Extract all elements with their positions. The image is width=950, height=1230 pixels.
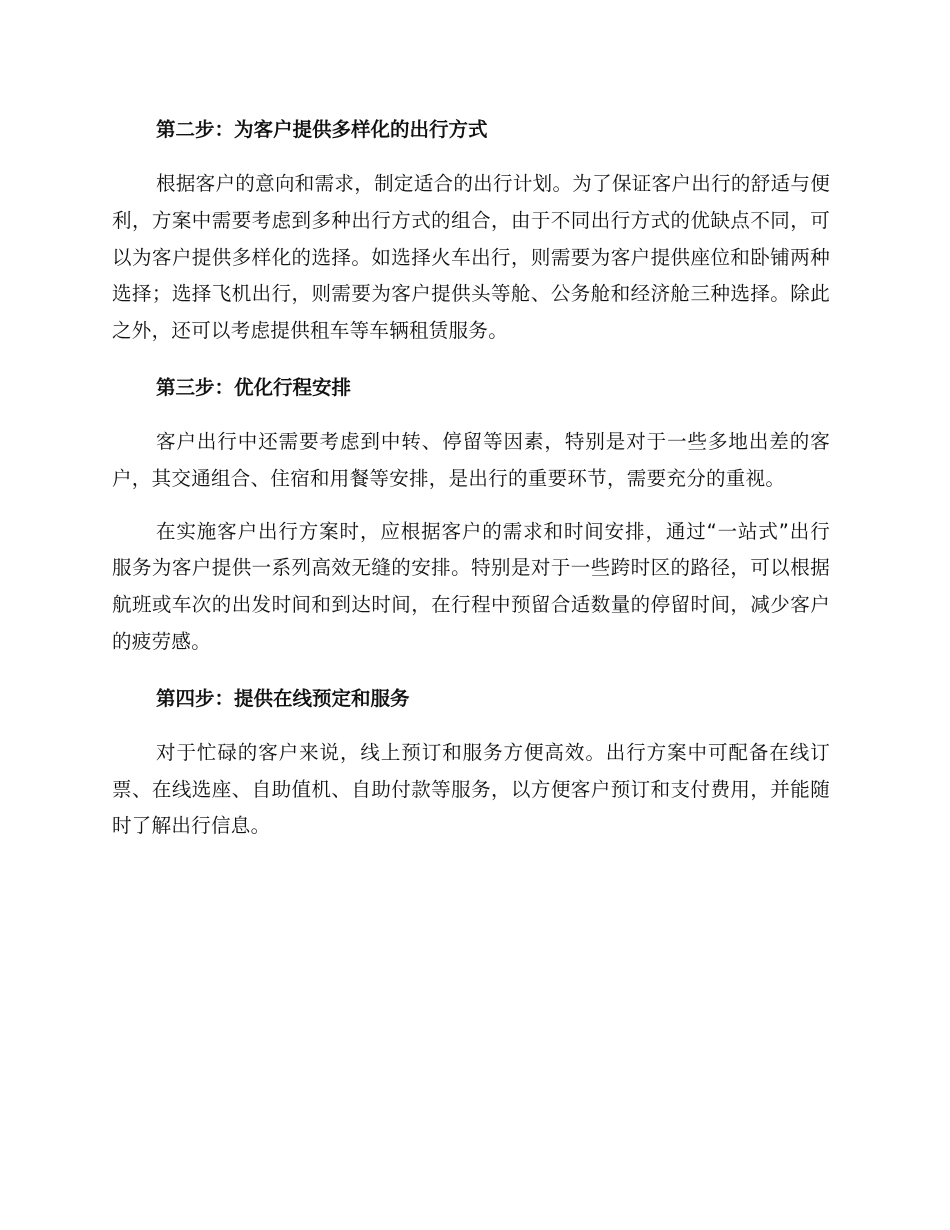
section-step-four	[112, 677, 830, 845]
body-paragraph: 在实施客户出行方案时，应根据客户的需求和时间安排，通过“一站式”出行服务为客户提供一系列高效无缝的安排。特别是对于一些跨时区的路径，可以根据航班或车次的出发时间和到达时间，在行程中预留合适数量的停留时间，减少客户的疲劳感。	[112, 519, 830, 653]
section-heading: 第三步：优化行程安排	[156, 375, 352, 399]
body-paragraph: 根据客户的意向和需求，制定适合的出行计划。为了保证客户出行的舒适与便利，方案中需要考虑到多种出行方式的组合，由于不同出行方式的优缺点不同，可以为客户提供多样化的选择。如选择火车出行，则需要为客户提供座位和卧铺两种选择；选择飞机出行，则需要为客户提供头等舱、公务舱和经济舱三种选择。除此之外，还可以考虑提供租车等车辆租赁服务。	[112, 172, 830, 343]
body-paragraph: 对于忙碌的客户来说，线上预订和服务方便高效。出行方案中可配备在线订票、在线选座、自助值机、自助付款等服务，以方便客户预订和支付费用，并能随时了解出行信息。	[112, 740, 830, 838]
section-heading: 第二步：为客户提供多样化的出行方式	[156, 118, 488, 141]
document-page	[112, 108, 830, 845]
body-paragraph: 客户出行中还需要考虑到中转、停留等因素，特别是对于一些多地出差的客户，其交通组合、住宿和用餐等安排，是出行的重要环节，需要充分的重视。	[112, 429, 830, 490]
section-step-two	[112, 108, 830, 366]
section-step-three	[112, 366, 830, 677]
section-heading: 第四步：提供在线预定和服务	[156, 686, 410, 710]
